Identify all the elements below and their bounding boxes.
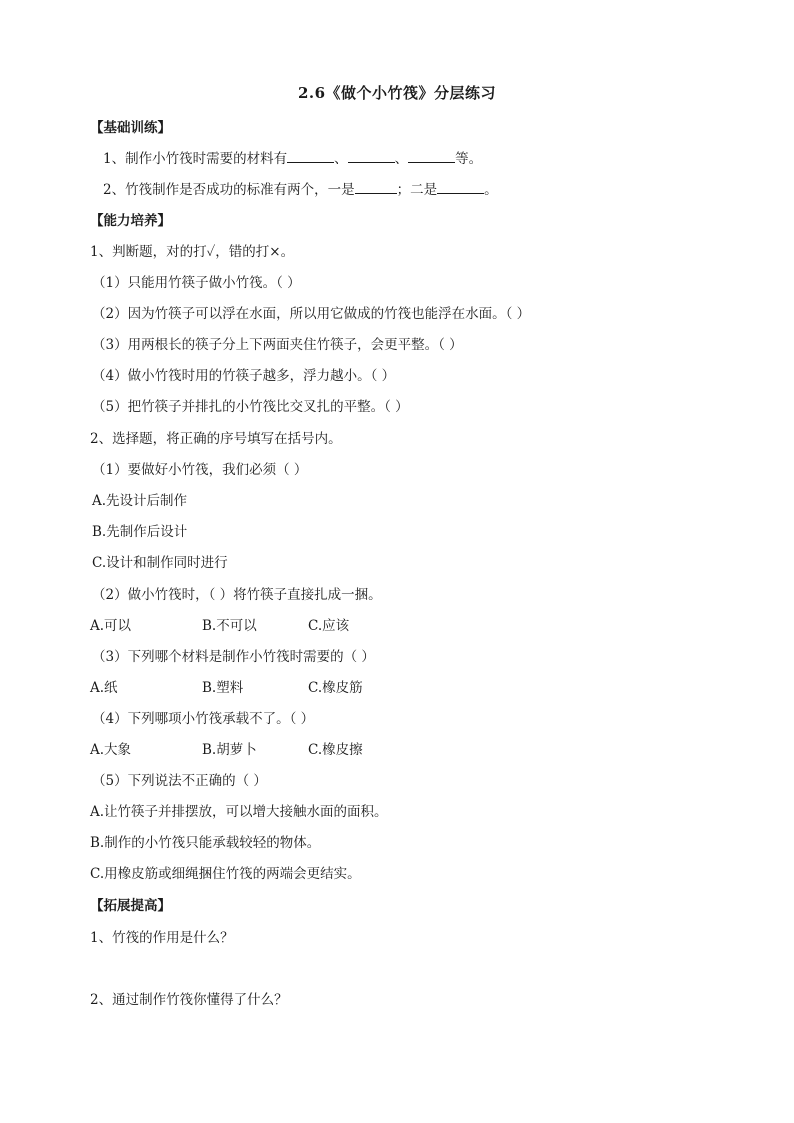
answer-blank[interactable]	[355, 181, 397, 194]
section-ability-heading: 【能力培养】	[90, 213, 171, 229]
section-basic-heading: 【基础训练】	[90, 120, 171, 136]
choice-option: C.应该	[308, 618, 350, 634]
choice-option: C.用橡皮筋或细绳捆住竹筏的两端会更结实。	[90, 866, 361, 882]
basic-q1-separator: 、	[394, 151, 409, 167]
choice-question-stem: （4）下列哪项小竹筏承载不了。（ ）	[92, 711, 315, 727]
judge-item: （5）把竹筷子并排扎的小竹筏比交叉扎的平整。（ ）	[92, 399, 409, 415]
answer-blank[interactable]	[437, 181, 484, 194]
choice-heading: 2、选择题，将正确的序号填写在括号内。	[90, 431, 342, 447]
choice-options-row	[90, 676, 363, 696]
basic-q1-end: 等。	[455, 151, 483, 167]
judge-item: （4）做小竹筏时用的竹筷子越多，浮力越小。（ ）	[92, 368, 396, 384]
choice-option: C.橡皮筋	[308, 680, 363, 696]
basic-q2-end: 。	[484, 182, 498, 198]
judge-item: （1）只能用竹筷子做小竹筏。（ ）	[92, 275, 301, 291]
choice-question-stem: （3）下列哪个材料是制作小竹筏时需要的（ ）	[92, 649, 375, 665]
basic-question-1	[103, 147, 482, 167]
judge-item: （2）因为竹筷子可以浮在水面，所以用它做成的竹筏也能浮在水面。（ ）	[92, 306, 531, 322]
choice-option: A.可以	[90, 618, 132, 634]
choice-option: B.塑料	[202, 680, 244, 696]
choice-option: C.橡皮擦	[308, 742, 363, 758]
choice-option: B.不可以	[202, 618, 257, 634]
extend-question: 2、通过制作竹筏你懂得了什么？	[90, 992, 288, 1008]
page-title: 2.6《做个小竹筏》分层练习	[297, 84, 497, 102]
choice-option: B.先制作后设计	[92, 524, 188, 540]
choice-question-stem: （1）要做好小竹筏，我们必须（ ）	[92, 462, 308, 478]
basic-q1-text: 1、制作小竹筏时需要的材料有	[103, 151, 288, 167]
choice-options-row	[90, 738, 363, 758]
choice-question-stem: （5）下列说法不正确的（ ）	[92, 773, 267, 789]
extend-question: 1、竹筏的作用是什么？	[90, 930, 234, 946]
choice-option: B.制作的小竹筏只能承载较轻的物体。	[90, 835, 321, 851]
choice-option: A.大象	[90, 742, 132, 758]
answer-blank[interactable]	[348, 150, 395, 163]
choice-option: A.先设计后制作	[92, 493, 188, 509]
basic-q2-text: 2、竹筏制作是否成功的标准有两个，一是	[103, 182, 355, 198]
answer-blank[interactable]	[287, 150, 334, 163]
choice-question-stem: （2）做小竹筏时，（ ）将竹筷子直接扎成一捆。	[92, 587, 382, 603]
choice-option: A.纸	[90, 680, 118, 696]
answer-blank[interactable]	[408, 150, 455, 163]
choice-option: C.设计和制作同时进行	[92, 555, 228, 571]
judge-item: （3）用两根长的筷子分上下两面夹住竹筷子，会更平整。（ ）	[92, 337, 463, 353]
basic-q2-middle: ；二是	[396, 182, 438, 198]
choice-options-row	[90, 614, 349, 634]
basic-question-2	[103, 178, 498, 198]
judge-heading: 1、判断题，对的打✓，错的打×。	[90, 244, 295, 260]
choice-option: B.胡萝卜	[202, 742, 257, 758]
choice-option: A.让竹筷子并排摆放，可以增大接触水面的面积。	[90, 804, 388, 820]
basic-q1-separator: 、	[334, 151, 348, 167]
section-extend-heading: 【拓展提高】	[90, 898, 171, 914]
